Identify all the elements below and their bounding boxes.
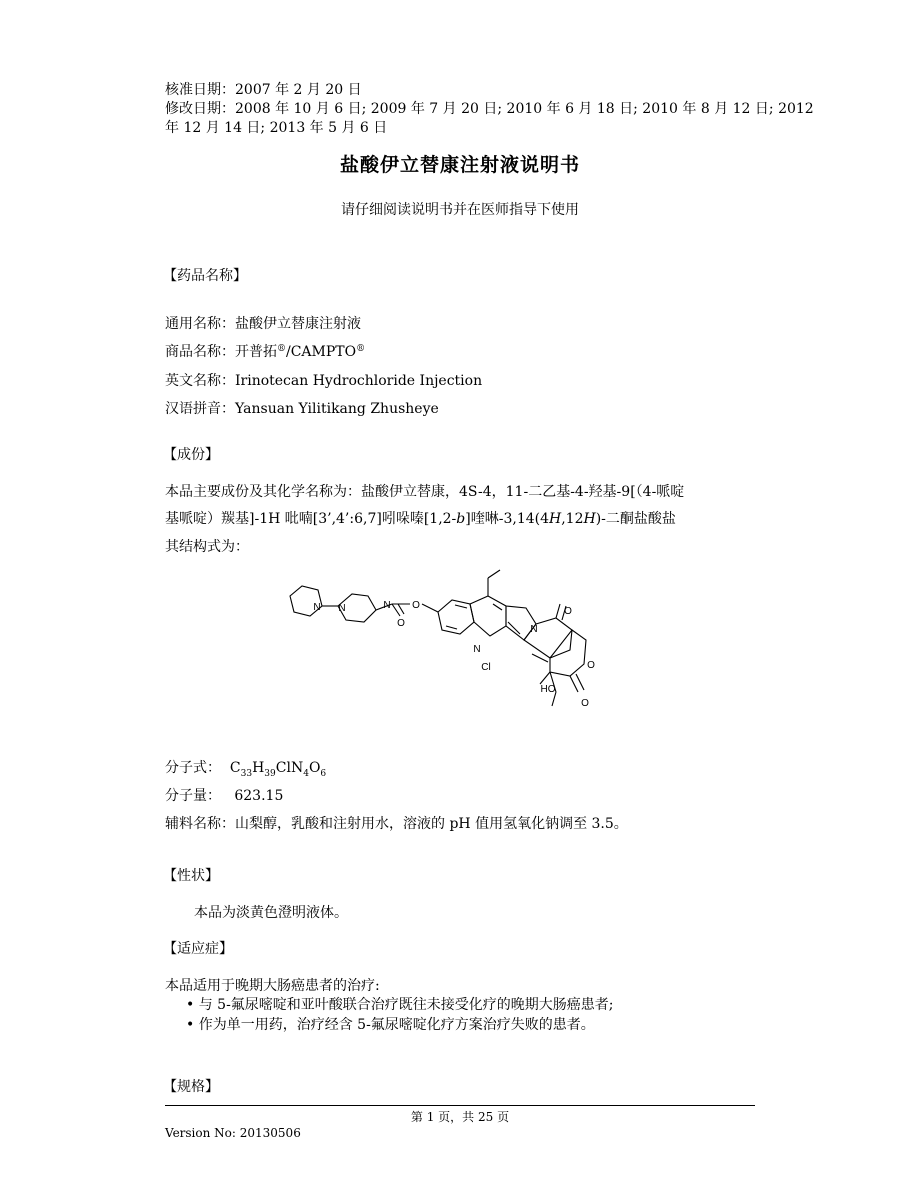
footer-version: Version No: 20130506 [165,1126,301,1140]
double-bond [446,626,457,629]
atom-label: O [587,660,595,671]
chem-name-italic: H [549,511,562,527]
chem-name-part: )-二酮盐酸盐 [595,511,676,527]
bond [398,604,404,614]
indication-bullet: • 与 5-氟尿嘧啶和亚叶酸联合治疗既往未接受化疗的晚期大肠癌患者; [186,997,614,1013]
formula-value [229,760,327,779]
chem-name-italic: b [456,511,466,527]
atom-label: Cl [481,662,491,673]
footer-page-number: 第 1 页，共 25 页 [410,1110,510,1124]
section-heading-specification: 【规格】 [163,1079,219,1095]
atom-label: N [383,600,391,611]
formula-element: ClN [275,760,304,776]
formula-count: 33 [240,768,253,779]
mw-value: 623.15 [234,788,284,804]
atom-label: O [412,600,420,611]
chem-name-italic: H [583,511,596,527]
atom-label: N [338,603,346,614]
mw-label: 分子量： [165,788,221,804]
registered-mark: ® [277,344,286,354]
chem-name-part: ,12 [561,511,584,527]
indication-bullet: • 作为单一用药，治疗经含 5-氟尿嘧啶化疗方案治疗失败的患者。 [186,1017,595,1033]
double-bond [493,604,502,610]
generic-name-label: 通用名称： [165,316,235,332]
description-text: 本品为淡黄色澄明液体。 [194,905,348,921]
atom-label: O [564,606,572,617]
bond [540,672,550,684]
generic-name-row [165,314,361,334]
atom-label: N [313,602,321,613]
generic-name-value: 盐酸伊立替康注射液 [235,316,361,332]
pinyin-name-value: Yansuan Yilitikang Zhusheye [235,401,439,417]
formula-element: H [252,760,265,776]
document-subtitle: 请仔细阅读说明书并在医师指导下使用 [341,202,579,218]
trade-name-label: 商品名称： [165,344,235,360]
english-name-row [165,371,482,391]
atom-label: O [581,698,589,709]
english-name-label: 英文名称： [165,373,235,389]
registered-mark: ® [356,344,366,354]
excipients-row [165,814,628,834]
excipients-label: 辅料名称： [165,816,235,832]
trade-name-row [165,342,365,362]
formula-row [165,758,326,784]
document-title: 盐酸伊立替康注射液说明书 [339,154,580,176]
atom-label: N [530,624,538,635]
lactone-ring [550,630,586,676]
composition-text-line2 [165,509,676,529]
excipients-value: 山梨醇，乳酸和注射用水，溶液的 pH 值用氢氧化钠调至 3.5。 [235,816,628,832]
pyridine-ring [470,596,506,636]
pinyin-name-label: 汉语拼音： [165,401,235,417]
formula-label: 分子式： [165,760,221,776]
bond [576,674,584,690]
trade-name-value-cn: 开普拓 [235,344,277,360]
revision-dates-line2: 年 12 月 14 日; 2013 年 5 月 6 日 [165,120,388,136]
trade-name-value-en: /CAMPTO [286,344,357,360]
irinotecan-structure-diagram [280,568,620,718]
atom-label: HO [540,684,556,695]
formula-count: 39 [264,768,276,779]
formula-element: C [229,760,241,776]
atom-label: O [397,618,405,629]
indications-intro: 本品适用于晚期大肠癌患者的治疗: [165,978,380,994]
footer-divider [165,1105,755,1106]
chem-name-part: 基哌啶）羰基]-1H 吡喃[3’,4’:6,7]吲哚嗪[1,2- [165,511,457,527]
chem-name-part: ]喹啉-3,14(4 [465,511,549,527]
formula-count: 4 [303,768,309,779]
bond [488,570,500,578]
english-name-value: Irinotecan Hydrochloride Injection [235,373,483,389]
structure-label: 其结构式为： [165,539,249,555]
section-heading-indications: 【适应症】 [163,941,233,957]
revision-dates-line1: 修改日期：2008 年 10 月 6 日; 2009 年 7 月 20 日; 2010 年 6 月 18 日; 2010 年 8 月 12 日; 2012 [165,101,814,117]
pinyin-name-row [165,399,439,419]
approval-date: 核准日期：2007 年 2 月 20 日 [165,82,362,98]
bond [422,604,438,612]
atom-label: N [473,644,481,655]
formula-element: O [308,760,321,776]
section-heading-drug-name: 【药品名称】 [163,268,247,284]
molecular-weight-row [165,786,283,806]
bond [556,604,560,618]
composition-text-line1: 本品主要成份及其化学名称为：盐酸伊立替康，4S-4，11-二乙基-4-羟基-9[（4-哌啶 [165,484,685,500]
bond [570,676,578,692]
double-bond [455,605,467,608]
section-heading-description: 【性状】 [163,868,219,884]
formula-count: 6 [320,768,327,779]
section-heading-composition: 【成份】 [163,447,219,463]
